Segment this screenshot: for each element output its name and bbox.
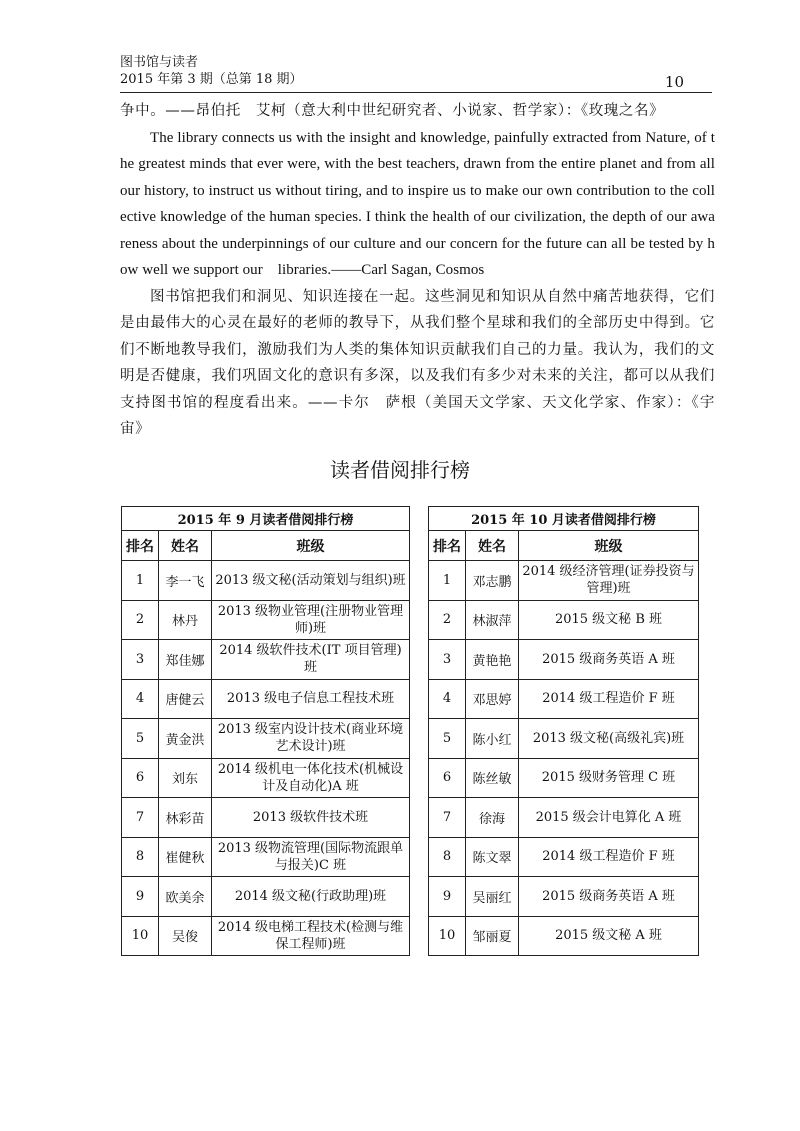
name-cell: 吴俊: [159, 916, 212, 956]
class-cell: 2013 级室内设计技术(商业环境艺术设计)班: [212, 719, 410, 759]
name-cell: 徐海: [466, 798, 519, 838]
class-cell: 2014 级软件技术(IT 项目管理)班: [212, 640, 410, 680]
rank-cell: 3: [122, 640, 159, 680]
class-cell: 2015 级文秘 B 班: [519, 600, 699, 640]
rank-cell: 7: [429, 798, 466, 838]
table-row: [429, 758, 699, 798]
table-row: [429, 837, 699, 877]
rank-cell: 10: [122, 916, 159, 956]
name-cell: 陈小红: [466, 719, 519, 759]
class-cell: 2013 级软件技术班: [212, 798, 410, 838]
page-number: 10: [664, 73, 684, 91]
name-cell: 邓思婷: [466, 679, 519, 719]
quote-sagan-english: The library connects us with the insight and knowledge, painfully extracted from Nature, of the greatest minds that ever were, with the best teachers, drawn from the entire planet and from all our history, to instruct us without tiring, and to inspire us to make our own contribution to the collective knowledge of the human species. I think the health of our civilization, the depth of our awareness about the underpinnings of our culture and our concern for the future can all be tested by how well we support our libraries.——Carl Sagan, Cosmos: [120, 129, 715, 278]
class-cell: 2014 级工程造价 F 班: [519, 679, 699, 719]
table-row: [122, 916, 410, 956]
class-cell: 2015 级商务英语 A 班: [519, 877, 699, 917]
table-row: [122, 877, 410, 917]
table-title: 2015 年 10 月读者借阅排行榜: [429, 507, 699, 531]
section-title: 读者借阅排行榜: [330, 458, 470, 482]
name-cell: 黄金洪: [159, 719, 212, 759]
name-cell: 陈文翠: [466, 837, 519, 877]
rank-cell: 5: [122, 719, 159, 759]
class-cell: 2015 级商务英语 A 班: [519, 640, 699, 680]
class-cell: 2014 级工程造价 F 班: [519, 837, 699, 877]
rank-cell: 9: [122, 877, 159, 917]
column-header-name: 姓名: [159, 531, 212, 561]
column-header-class: 班级: [519, 531, 699, 561]
class-cell: 2014 级电梯工程技术(检测与维保工程师)班: [212, 916, 410, 956]
issue-info: 2015 年第 3 期（总第 18 期）: [120, 72, 303, 87]
rank-cell: 2: [429, 600, 466, 640]
table-row: [122, 758, 410, 798]
rank-cell: 2: [122, 600, 159, 640]
table-row: [122, 561, 410, 601]
name-cell: 陈丝敏: [466, 758, 519, 798]
quote-sagan-chinese: 图书馆把我们和洞见、知识连接在一起。这些洞见和知识从自然中痛苦地获得，它们是由最伟大的心灵在最好的老师的教导下，从我们整个星球和我们的全部历史中得到。它们不断地教导我们，激励我们为人类的集体知识贡献我们自己的力量。我认为，我们的文明是否健康，我们巩固文化的意识有多深，以及我们有多少对未来的关注，都可以从我们支持图书馆的程度看出来。——卡尔 萨根（美国天文学家、天文化学家、作家）：《宇宙》: [120, 288, 715, 437]
table-row: [429, 600, 699, 640]
name-cell: 李一飞: [159, 561, 212, 601]
name-cell: 崔健秋: [159, 837, 212, 877]
name-cell: 邓志鹏: [466, 561, 519, 601]
rank-cell: 9: [429, 877, 466, 917]
article-body: [120, 98, 715, 443]
table-row: [429, 719, 699, 759]
class-cell: 2014 级经济管理(证券投资与管理)班: [519, 561, 699, 601]
name-cell: 欧美余: [159, 877, 212, 917]
name-cell: 吴丽红: [466, 877, 519, 917]
column-header-rank: 排名: [122, 531, 159, 561]
name-cell: 唐健云: [159, 679, 212, 719]
table-row: [122, 798, 410, 838]
table-row: [429, 877, 699, 917]
table-row: [429, 679, 699, 719]
class-cell: 2015 级财务管理 C 班: [519, 758, 699, 798]
name-cell: 林丹: [159, 600, 212, 640]
table-row: [122, 640, 410, 680]
rank-cell: 4: [122, 679, 159, 719]
rank-cell: 3: [429, 640, 466, 680]
column-header-rank: 排名: [429, 531, 466, 561]
class-cell: 2013 级物业管理(注册物业管理师)班: [212, 600, 410, 640]
column-header-name: 姓名: [466, 531, 519, 561]
page-header: [120, 54, 688, 91]
name-cell: 邹丽夏: [466, 916, 519, 956]
september-ranking-table: [121, 506, 410, 956]
rank-cell: 6: [429, 758, 466, 798]
october-ranking-table: [428, 506, 699, 956]
quote-eco-end: 争中。——昂伯托 艾柯（意大利中世纪研究者、小说家、哲学家）：《玫瑰之名》: [120, 103, 665, 119]
table-row: [122, 719, 410, 759]
rank-cell: 8: [122, 837, 159, 877]
table-row: [429, 561, 699, 601]
rank-cell: 8: [429, 837, 466, 877]
rank-cell: 7: [122, 798, 159, 838]
table-row: [122, 600, 410, 640]
table-row: [122, 679, 410, 719]
table-title: 2015 年 9 月读者借阅排行榜: [122, 507, 410, 531]
table-row: [429, 798, 699, 838]
name-cell: 刘东: [159, 758, 212, 798]
journal-name: 图书馆与读者: [120, 55, 199, 70]
name-cell: 林彩苗: [159, 798, 212, 838]
class-cell: 2013 级文秘(活动策划与组织)班: [212, 561, 410, 601]
class-cell: 2013 级电子信息工程技术班: [212, 679, 410, 719]
class-cell: 2013 级文秘(高级礼宾)班: [519, 719, 699, 759]
rank-cell: 1: [429, 561, 466, 601]
name-cell: 郑佳娜: [159, 640, 212, 680]
class-cell: 2014 级文秘(行政助理)班: [212, 877, 410, 917]
rank-cell: 10: [429, 916, 466, 956]
rank-cell: 6: [122, 758, 159, 798]
class-cell: 2013 级物流管理(国际物流跟单与报关)C 班: [212, 837, 410, 877]
class-cell: 2015 级文秘 A 班: [519, 916, 699, 956]
name-cell: 林淑萍: [466, 600, 519, 640]
column-header-class: 班级: [212, 531, 410, 561]
table-row: [122, 837, 410, 877]
rank-cell: 5: [429, 719, 466, 759]
table-row: [429, 916, 699, 956]
name-cell: 黄艳艳: [466, 640, 519, 680]
table-row: [429, 640, 699, 680]
rank-cell: 1: [122, 561, 159, 601]
rank-cell: 4: [429, 679, 466, 719]
header-divider: [120, 92, 712, 93]
class-cell: 2014 级机电一体化技术(机械设计及自动化)A 班: [212, 758, 410, 798]
class-cell: 2015 级会计电算化 A 班: [519, 798, 699, 838]
